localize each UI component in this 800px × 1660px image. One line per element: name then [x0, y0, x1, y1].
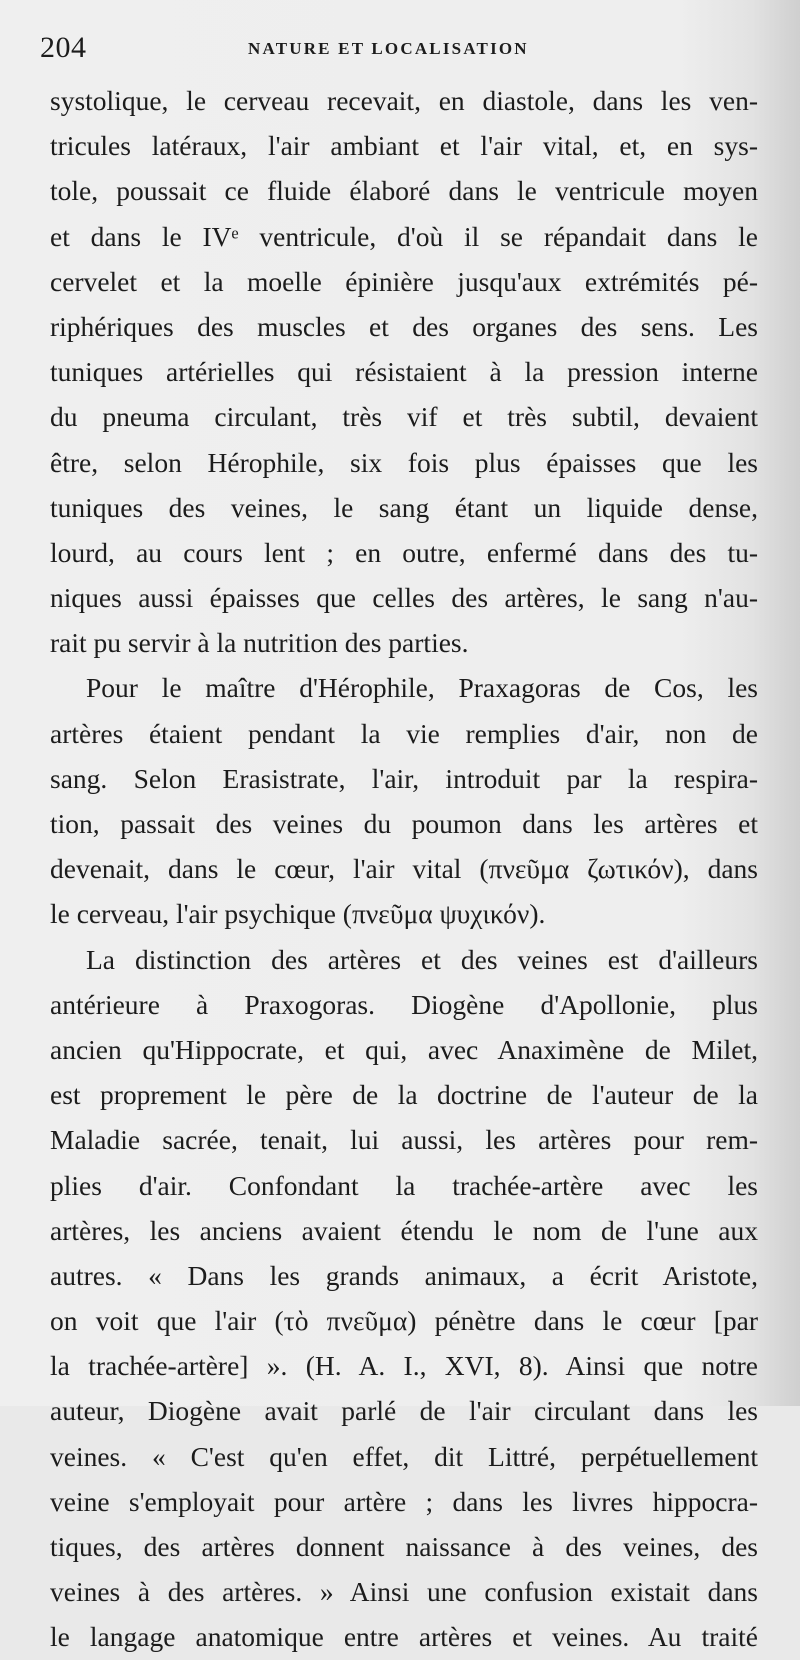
text-line: tole, poussait ce fluide élaboré dans le ventricule moyen	[50, 175, 758, 207]
text-line: artères étaient pendant la vie remplies d'air, non de	[50, 717, 758, 749]
text-line: Maladie sacrée, tenait, lui aussi, les artères pour rem-	[50, 1124, 758, 1156]
running-head	[40, 30, 740, 66]
text-line: ancien qu'Hippocrate, et qui, avec Anaximène de Milet,	[50, 1033, 758, 1065]
text-line: artères, les anciens avaient étendu le nom de l'une aux	[50, 1214, 758, 1246]
text-line: Pour le maître d'Hérophile, Praxagoras de Cos, les	[86, 672, 758, 704]
text-line: est proprement le père de la doctrine de l'auteur de la	[50, 1079, 758, 1111]
text-line: lourd, au cours lent ; en outre, enfermé dans des tu-	[50, 536, 758, 568]
text-line: cervelet et la moelle épinière jusqu'aux extrémités pé-	[50, 265, 758, 297]
text-line: rait pu servir à la nutrition des parties.	[50, 627, 469, 659]
text-line: tuniques artérielles qui résistaient à la pression interne	[50, 356, 758, 388]
text-line: antérieure à Praxogoras. Diogène d'Apollonie, plus	[50, 988, 758, 1020]
text-line: sang. Selon Erasistrate, l'air, introduit par la respira-	[50, 762, 758, 794]
text-line: du pneuma circulant, très vif et très subtil, devaient	[50, 401, 758, 433]
text-line: tiques, des artères donnent naissance à des veines, des	[50, 1531, 758, 1562]
text-line: devenait, dans le cœur, l'air vital (πνεῦμα ζωτικόν), dans	[50, 853, 758, 885]
text-line: La distinction des artères et des veines est d'ailleurs	[86, 943, 758, 975]
text-line: tuniques des veines, le sang étant un liquide dense,	[50, 491, 758, 523]
text-line: systolique, le cerveau recevait, en diastole, dans les ven-	[50, 85, 758, 116]
text-line: veine s'employait pour artère ; dans les livres hippocra-	[50, 1485, 758, 1517]
text-line: plies d'air. Confondant la trachée-artère avec les	[50, 1169, 758, 1201]
text-line: et dans le IVᵉ ventricule, d'où il se répandait dans le	[50, 220, 758, 252]
text-line: on voit que l'air (τὸ πνεῦμα) pénètre dans le cœur [par	[50, 1305, 758, 1337]
text-line: veines. « C'est qu'en effet, dit Littré, perpétuellement	[50, 1440, 758, 1472]
page-number: 204	[40, 31, 87, 64]
text-line: la trachée-artère] ». (H. A. I., XVI, 8). Ainsi que notre	[50, 1350, 758, 1382]
text-line: veines à des artères. » Ainsi une confusion existait dans	[50, 1576, 758, 1608]
text-line: tricules latéraux, l'air ambiant et l'air vital, et, en sys-	[50, 130, 758, 162]
text-line: le langage anatomique entre artères et veines. Au traité	[50, 1621, 758, 1653]
text-line: riphériques des muscles et des organes des sens. Les	[50, 310, 758, 342]
text-line: être, selon Hérophile, six fois plus épaisses que les	[50, 446, 758, 478]
text-line: niques aussi épaisses que celles des artères, le sang n'au-	[50, 582, 758, 614]
running-title: NATURE ET LOCALISATION	[248, 39, 529, 58]
text-line: le cerveau, l'air psychique (πνεῦμα ψυχικόν).	[50, 898, 546, 930]
text-line: autres. « Dans les grands animaux, a écrit Aristote,	[50, 1259, 758, 1291]
text-line: auteur, Diogène avait parlé de l'air circulant dans les	[50, 1395, 758, 1427]
text-line: tion, passait des veines du poumon dans les artères et	[50, 808, 758, 839]
body-text	[50, 78, 758, 1660]
